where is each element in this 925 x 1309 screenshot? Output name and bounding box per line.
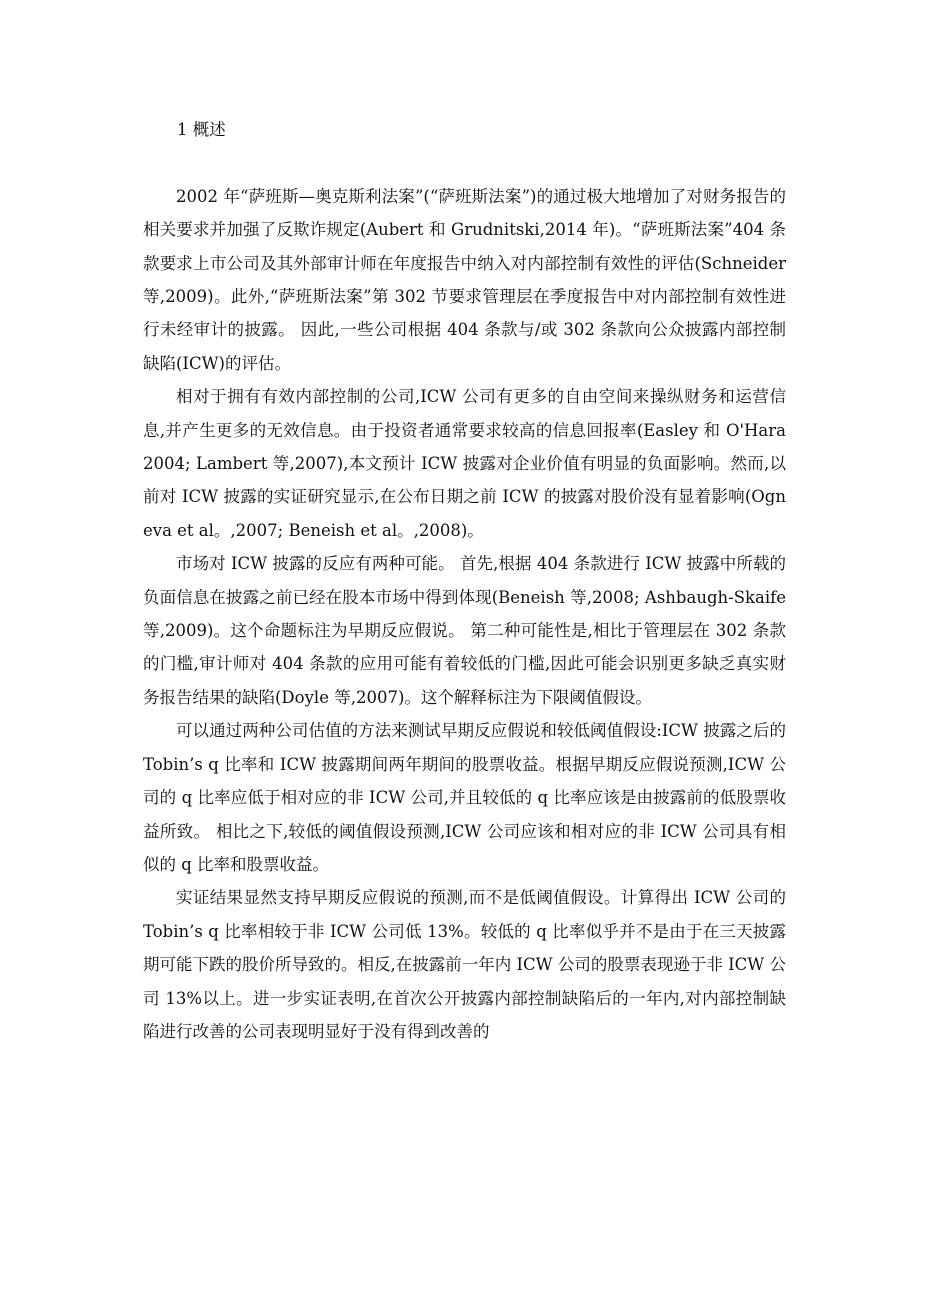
paragraph-3: 市场对 ICW 披露的反应有两种可能。 首先,根据 404 条款进行 ICW 披露中所载的负面信息在披露之前已经在股本市场中得到体现(Beneish 等,2008; Ashbaugh-Skaife 等,2009)。这个命题标注为早期反应假说。 第二种可能性是,相比于管理层在 302 条款的门槛,审计师对 404 条款的应用可能有着较低的门槛,因此可能会识别更多缺乏真实财务报告结果的缺陷(Doyle 等,2007)。这个解释标注为下限阈值假设。 [143, 554, 786, 707]
paragraph-2: 相对于拥有有效内部控制的公司,ICW 公司有更多的自由空间来操纵财务和运营信息,并产生更多的无效信息。由于投资者通常要求较高的信息回报率(Easley 和 O'Hara 2004; Lambert 等,2007),本文预计 ICW 披露对企业价值有明显的负面影响。然而,以前对 ICW 披露的实证研究显示,在公布日期之前 ICW 的披露对股价没有显着影响(Ogneva et al。,2007; Beneish et al。,2008)。 [143, 387, 786, 540]
paragraph-4: 可以通过两种公司估值的方法来测试早期反应假说和较低阈值假设:ICW 披露之后的 Tobin’s q 比率和 ICW 披露期间两年期间的股票收益。根据早期反应假说预测,ICW 公司的 q 比率应低于相对应的非 ICW 公司,并且较低的 q 比率应该是由披露前的低股票收益所致。 相比之下,较低的阈值假设预测,ICW 公司应该和相对应的非 ICW 公司具有相似的 q 比率和股票收益。 [143, 721, 786, 874]
paragraph-5: 实证结果显然支持早期反应假说的预测,而不是低阈值假设。计算得出 ICW 公司的 Tobin’s q 比率相较于非 ICW 公司低 13%。较低的 q 比率似乎并不是由于在三天披露期可能下跌的股价所导致的。相反,在披露前一年内 ICW 公司的股票表现逊于非 ICW 公司 13%以上。进一步实证表明,在首次公开披露内部控制缺陷后的一年内,对内部控制缺陷进行改善的公司表现明显好于没有得到改善的 [143, 888, 786, 1041]
section-heading: 1 概述 [177, 120, 226, 139]
paragraph-1: 2002 年“萨班斯—奥克斯利法案”(“萨班斯法案”)的通过极大地增加了对财务报告的相关要求并加强了反欺诈规定(Aubert 和 Grudnitski,2014 年)。“萨班斯法案”404 条款要求上市公司及其外部审计师在年度报告中纳入对内部控制有效性的评估(Schneider 等,2009)。此外,“萨班斯法案”第 302 节要求管理层在季度报告中对内部控制有效性进行未经审计的披露。 因此,一些公司根据 404 条款与/或 302 条款向公众披露内部控制缺陷(ICW)的评估。 [143, 186, 786, 373]
document-body [143, 113, 786, 1048]
